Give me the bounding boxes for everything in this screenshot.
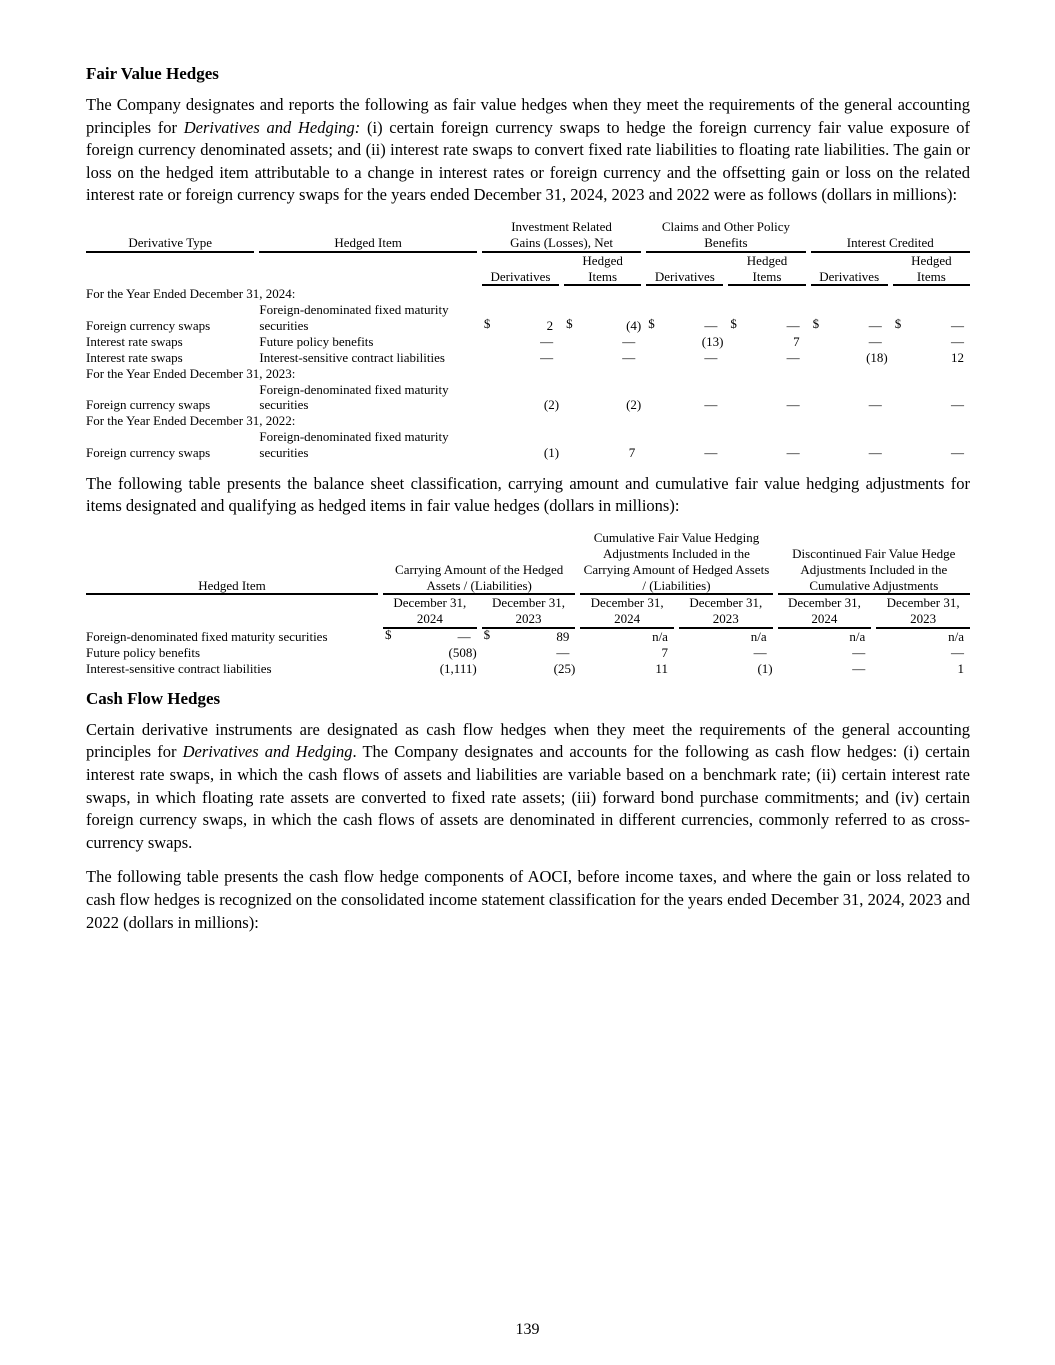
value-cell: (2) — [626, 397, 642, 413]
value-cell: (2) — [543, 397, 560, 413]
value-cell: — — [622, 349, 636, 365]
derivative-type-cell: Foreign currency swaps — [86, 318, 211, 334]
date-subheader-2023: December 31, 2023 — [876, 595, 970, 629]
value-cell: — — [704, 349, 718, 365]
table-group-header-row — [86, 530, 970, 595]
table-subheader-row — [86, 595, 970, 629]
value-cell: — — [704, 397, 718, 413]
group-header-interest-credited: Interest Credited — [811, 219, 970, 253]
date-subheader-2023: December 31, 2023 — [679, 595, 773, 629]
value-cell: (508) — [448, 645, 477, 661]
value-cell: — — [786, 397, 800, 413]
derivative-type-header: Derivative Type — [86, 219, 254, 253]
date-subheader-2024: December 31, 2024 — [778, 595, 872, 629]
value-cell: (1) — [757, 660, 773, 676]
section-label-row — [86, 366, 970, 382]
derivatives-subheader: Derivatives — [482, 253, 559, 287]
year-section-label: For the Year Ended December 31, 2023: — [86, 365, 296, 381]
derivative-type-cell: Interest rate swaps — [86, 349, 183, 365]
value-cell: 7 — [661, 645, 668, 661]
hedged-item-cell: Interest-sensitive contract liabilities — [86, 660, 272, 676]
value-cell: — — [951, 397, 964, 413]
table-subheader-row — [86, 253, 970, 287]
value-cell: — — [540, 333, 554, 349]
value-cell: — — [852, 645, 866, 661]
value-cell: n/a — [750, 629, 767, 645]
value-cell: n/a — [849, 629, 866, 645]
cash-flow-hedges-heading: Cash Flow Hedges — [86, 688, 221, 708]
hedged-item-cell: Future policy benefits — [86, 645, 201, 661]
value-cell: n/a — [948, 629, 964, 645]
table-group-header-row — [86, 219, 970, 253]
hedged-items-subheader: Hedged Items — [564, 253, 641, 287]
value-cell: — — [786, 349, 800, 365]
value-cell: 7 — [628, 445, 636, 460]
year-section-label: For the Year Ended December 31, 2022: — [86, 413, 296, 429]
table-row — [86, 661, 970, 677]
value-cell: — — [951, 645, 964, 661]
fair-value-hedges-table — [81, 219, 975, 461]
value-cell: 1 — [957, 660, 964, 676]
page-number: 139 — [515, 1321, 540, 1338]
value-cell: 12 — [951, 349, 964, 365]
table-row — [86, 350, 970, 366]
value-cell: — — [622, 333, 636, 349]
hedged-item-cell: Foreign-denominated fixed maturity securities — [259, 429, 449, 460]
value-cell: — — [704, 445, 718, 460]
aoci-components-paragraph: The following table presents the cash flow hedge components of AOCI, before income taxes, and where the gain or loss related to cash flow hedges is recognized on the consolidated income statement classification for the years ended December 31, 2024, 2023 and 2022 (dollars in millions): — [86, 867, 970, 932]
table-row — [86, 429, 970, 461]
hedged-item-cell: Interest-sensitive contract liabilities — [259, 349, 445, 365]
table-row — [86, 302, 970, 334]
group-header-carrying-amount: Carrying Amount of the Hedged Assets / (Liabilities) — [383, 530, 575, 595]
value-cell: $ — — [894, 316, 964, 334]
italic-term: Derivatives and Hedging: — [183, 117, 361, 137]
value-cell: — — [868, 397, 882, 413]
table-row — [86, 334, 970, 350]
table-row — [86, 382, 970, 414]
balance-sheet-classification-paragraph: The following table presents the balance sheet classification, carrying amount and cumulative fair value hedging adjustments for items designated and qualifying as hedged items in fair value hedges (dollars in millions): — [86, 473, 970, 516]
group-header-discontinued-adjustments: Discontinued Fair Value Hedge Adjustments Included in the Cumulative Adjustments — [778, 530, 970, 595]
section-label-row — [86, 413, 970, 429]
value-cell: $ — — [730, 316, 800, 334]
value-cell: $ — — [812, 316, 882, 334]
value-cell: — — [868, 333, 882, 349]
value-cell: — — [786, 445, 800, 460]
year-section-label: For the Year Ended December 31, 2024: — [86, 286, 296, 302]
date-subheader-2023: December 31, 2023 — [482, 595, 576, 629]
value-cell: — — [852, 660, 866, 676]
value-cell: $ (4) — [566, 316, 642, 334]
value-cell: — — [753, 645, 767, 661]
empty-cell — [259, 253, 477, 287]
group-header-investment-related: Investment Related Gains (Losses), Net — [482, 219, 641, 253]
hedged-item-header: Hedged Item — [259, 219, 477, 253]
value-cell: (13) — [701, 333, 724, 349]
value-cell: (25) — [553, 660, 576, 676]
hedged-item-cell: Foreign-denominated fixed maturity securities — [259, 302, 449, 334]
empty-cell — [86, 595, 378, 629]
group-header-claims-benefits: Claims and Other Policy Benefits — [646, 219, 805, 253]
paragraph-text: (i) certain foreign currency swaps to hedge the foreign currency fair value exposure of foreign currency denominated assets; and (ii) interest rate swaps to convert fixed rate liabilities to floating rate liabilities. The gain or loss on the hedged item attributable to a change in interest rates or foreign currency and the offsetting gain or loss on the related interest rate or foreign currency swaps for the years ended December 31, 2024, 2023 and 2022 were as follows (dollars in millions): — [86, 117, 971, 205]
fair-value-hedges-heading: Fair Value Hedges — [86, 64, 219, 83]
derivative-type-cell: Interest rate swaps — [86, 333, 183, 349]
value-cell: (1) — [543, 445, 560, 460]
value-cell: — — [868, 445, 882, 460]
value-cell: — — [951, 445, 964, 460]
table-row — [86, 645, 970, 661]
fair-value-hedges-paragraph — [86, 94, 970, 207]
hedged-item-cell: Foreign-denominated fixed maturity securities — [86, 629, 328, 645]
hedged-item-header: Hedged Item — [86, 530, 378, 595]
value-cell: (1,111) — [439, 660, 477, 676]
value-cell: — — [540, 349, 554, 365]
date-subheader-2024: December 31, 2024 — [383, 595, 477, 629]
value-cell: n/a — [652, 629, 668, 645]
section-label-row — [86, 286, 970, 302]
group-header-cumulative-adjustments: Cumulative Fair Value Hedging Adjustments Included in the Carrying Amount of Hedged Assets / (Liabilities) — [580, 530, 772, 595]
hedged-item-cell: Foreign-denominated fixed maturity securities — [259, 381, 449, 413]
hedged-items-subheader: Hedged Items — [728, 253, 805, 287]
value-cell: $ — — [648, 316, 718, 334]
hedged-items-subheader: Hedged Items — [893, 253, 970, 287]
paragraph-text: The Company designates and reports the following as fair value hedges when they meet the requirements of the general accounting principles for — [86, 95, 970, 137]
paragraph-text: Certain derivative instruments are designated as cash flow hedges when they meet the requirements of the general accounting principles for — [86, 719, 970, 762]
value-cell: (18) — [866, 349, 888, 365]
value-cell: 11 — [655, 660, 668, 676]
value-cell: $ 89 — [483, 627, 570, 645]
derivatives-subheader: Derivatives — [646, 253, 723, 287]
date-subheader-2024: December 31, 2024 — [580, 595, 674, 629]
italic-term: Derivatives and Hedging — [182, 742, 353, 762]
paragraph-text: . The Company designates and accounts for the following as cash flow hedges: (i) certain interest rate swaps, in which the cash flows of assets and liabilities are variable based on a benchmark rate; (ii) certain interest rate swaps, in which floating rate assets are converted to fixed rate assets; (iii) forward bond purchase commitments; and (iv) certain foreign currency swaps, in which the cash flows of assets are denominated in different currencies, commonly referred to as cross-currency swaps. — [86, 742, 970, 852]
value-cell: — — [556, 645, 570, 661]
cash-flow-hedges-paragraph — [86, 719, 970, 855]
value-cell: $ — — [385, 627, 471, 645]
empty-cell — [86, 253, 254, 287]
value-cell: 7 — [793, 333, 800, 349]
derivatives-subheader: Derivatives — [811, 253, 888, 287]
table-row — [86, 629, 970, 645]
derivative-type-cell: Foreign currency swaps — [86, 397, 211, 413]
hedged-items-table — [81, 530, 975, 677]
value-cell: — — [951, 333, 964, 349]
value-cell: $ 2 — [483, 316, 554, 334]
hedged-item-cell: Future policy benefits — [259, 333, 374, 349]
derivative-type-cell: Foreign currency swaps — [86, 445, 211, 460]
